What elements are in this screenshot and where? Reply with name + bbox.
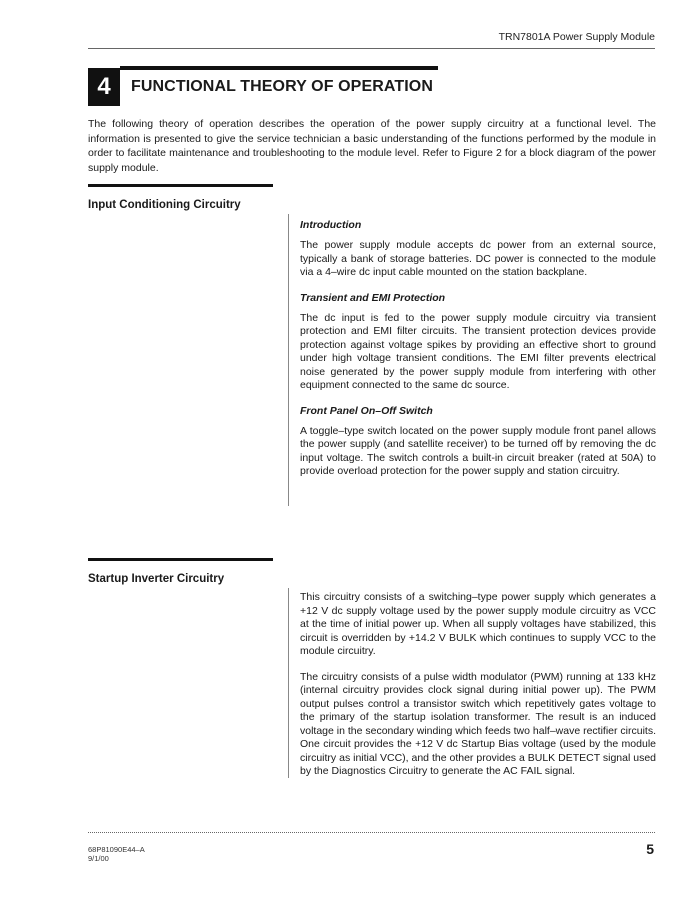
section-title: Input Conditioning Circuitry (88, 199, 241, 211)
section-body (300, 591, 656, 791)
subsection-heading: Front Panel On–Off Switch (300, 404, 433, 417)
paragraph: This circuitry consists of a switching–type power supply which generates a +12 V dc supply voltage used by the power supply module circuitry as VCC at the time of initial power up. When all supply voltages have stabilized, this circuit is overridden by +14.2 V BULK which continues to supply VCC to the module circuitry. (300, 591, 656, 657)
paragraph: The dc input is fed to the power supply module circuitry via transient protection and EMI filter circuits. The transient protection devices provide protection against voltage spikes by providing an effective short to ground under high voltage transient conditions. The EMI filter prevents electrical noise generated by the power supply module from interfering with other equipment connected to the same dc source. (300, 311, 656, 391)
footer-doc-info (88, 845, 145, 863)
intro-paragraph: The following theory of operation describes the operation of the power supply circuitry at a functional level. The information is presented to give the service technician a basic understanding of the functions performed by the module in order to facilitate maintenance and troubleshooting to the module level. Refer to Figure 2 for a block diagram of the power supply module. (88, 118, 656, 174)
section-title: Startup Inverter Circuitry (88, 573, 225, 585)
column-rule (288, 214, 289, 506)
subsection-heading: Introduction (300, 219, 362, 231)
document-title: TRN7801A Power Supply Module (498, 31, 655, 43)
doc-number: 68P81090E44–A (88, 845, 145, 854)
chapter-title: FUNCTIONAL THEORY OF OPERATION (131, 78, 433, 95)
page-number: 5 (646, 841, 654, 857)
section-bar (88, 184, 273, 187)
header-rule (88, 48, 655, 49)
paragraph: The power supply module accepts dc power from an external source, typically a bank of storage batteries. DC power is connected to the module via a 4–wire dc input cable mounted on the station backplane. (300, 239, 656, 278)
subsection-heading: Transient and EMI Protection (300, 291, 446, 304)
column-rule (288, 588, 289, 778)
section-bar (88, 558, 273, 561)
chapter-number: 4 (88, 68, 120, 106)
doc-date: 9/1/00 (88, 854, 109, 863)
chapter-bar (120, 66, 438, 70)
paragraph: A toggle–type switch located on the power supply module front panel allows the power supply (and satellite receiver) to be turned off by removing the dc input voltage. The switch controls a built-in circuit breaker (rated at 50A) to provide overload protection for the power supply and station circuitry. (300, 424, 656, 477)
paragraph: The circuitry consists of a pulse width modulator (PWM) running at 133 kHz (internal circuitry provides clock signal during initial power up). The PWM output pulses control a transistor switch which repetitively gates voltage to the primary of the startup isolation transformer. The result is an induced voltage in the secondary winding which feeds two half–wave rectifier circuits. One circuit provides the +12 V dc Startup Bias voltage (used by the module circuitry as initial VCC), and the other provides a BULK DETECT signal used by the Diagnostics Circuitry to generate the AC FAIL signal. (300, 670, 657, 777)
section-body (300, 219, 656, 491)
footer-rule (88, 832, 655, 833)
